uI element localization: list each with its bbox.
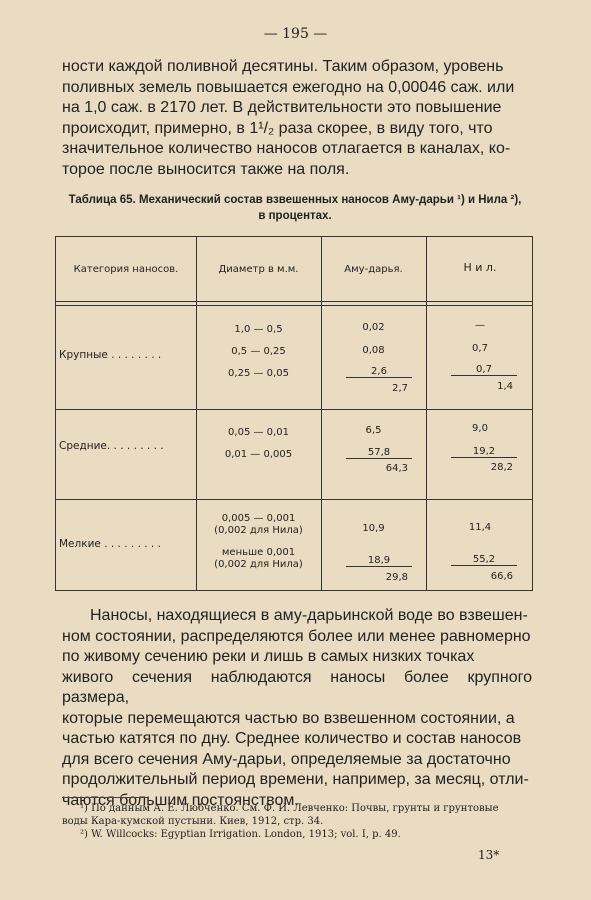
category-label: Средние. . . . . . . . . bbox=[59, 440, 164, 452]
text-line: продолжительный период времени, например, за месяц, отли- bbox=[62, 771, 529, 788]
amu-cell: 10,9 bbox=[362, 523, 385, 534]
nil-cell: 0,7 bbox=[451, 364, 517, 376]
text-line: ности каждой поливной десятины. Таким образом, уровень bbox=[62, 58, 504, 75]
row-divider bbox=[56, 409, 532, 410]
text-line: живого сечения наблюдаются наносы более крупного размера, bbox=[62, 668, 532, 706]
diameter-cell: 0,005 — 0,001 bbox=[221, 513, 296, 524]
amu-cell: 18,9 bbox=[346, 555, 412, 567]
caption-line: в процентах. bbox=[258, 210, 332, 222]
amu-total: 2,7 bbox=[392, 383, 408, 394]
nil-cell: 11,4 bbox=[468, 522, 492, 533]
caption-line: Таблица 65. Механический состав взвешенных наносов Аму-дарьи ¹) и Нила ²), bbox=[68, 194, 522, 206]
diameter-cell: 0,5 — 0,25 bbox=[231, 346, 286, 357]
header-amu: Аму-дарья. bbox=[344, 264, 403, 275]
footnote-line: ²) W. Willcocks: Egyptian Irrigation. London, 1913; vol. I, p. 49. bbox=[80, 829, 401, 840]
category-label: Крупные . . . . . . . . bbox=[59, 349, 162, 361]
text-line: которые перемещаются частью во взвешенном состоянии, а bbox=[62, 709, 515, 727]
page-number: — 195 — bbox=[263, 26, 328, 42]
amu-cell: 6,5 bbox=[365, 425, 382, 436]
paragraph-top bbox=[62, 57, 532, 180]
header-nil: Н и л. bbox=[463, 261, 497, 274]
text-line: значительное количество наносов отлагается в каналах, ко- bbox=[62, 140, 511, 157]
footnote-line: воды Кара-кумской пустыни. Киев, 1912, стр. 34. bbox=[62, 816, 324, 827]
text-line: частью катятся по дну. Среднее количество и состав наносов bbox=[62, 730, 522, 747]
text-line: для всего сечения Аму-дарьи, определяемые за достаточно bbox=[62, 750, 511, 768]
printer-signature: 13* bbox=[478, 848, 500, 862]
category-label: Мелкие . . . . . . . . . bbox=[59, 538, 161, 550]
amu-cell: 57,8 bbox=[346, 447, 412, 459]
amu-cell: 0,08 bbox=[362, 345, 385, 356]
text-line: происходит, примерно, в 1¹/₂ раза скорее, в виду того, что bbox=[62, 119, 493, 137]
row-divider bbox=[56, 499, 532, 500]
nil-total: 66,6 bbox=[490, 571, 513, 582]
text-line: Наносы, находящиеся в аму-дарьинской воде во взвешен- bbox=[90, 607, 528, 624]
amu-total: 29,8 bbox=[385, 572, 408, 583]
amu-total: 64,3 bbox=[385, 463, 408, 474]
header-category: Категория наносов. bbox=[73, 264, 179, 275]
column-divider bbox=[196, 237, 197, 590]
diameter-cell: 0,25 — 0,05 bbox=[228, 368, 289, 379]
footnote-rule bbox=[62, 797, 148, 798]
header-diameter: Диаметр в м.м. bbox=[218, 264, 299, 275]
footnote-1 bbox=[62, 802, 532, 828]
amu-cell: 0,02 bbox=[362, 322, 385, 333]
table-caption bbox=[56, 192, 534, 224]
diameter-cell: 0,05 — 0,01 bbox=[228, 427, 289, 438]
nil-cell: 9,0 bbox=[472, 423, 488, 434]
nil-cell: 55,2 bbox=[451, 554, 517, 566]
text-line: ном состоянии, распределяются более или менее равномерно bbox=[62, 627, 531, 645]
footnote-2 bbox=[62, 828, 532, 841]
text-line: чаются большим постоянством. bbox=[62, 791, 299, 809]
column-divider bbox=[426, 237, 427, 590]
amu-cell: 2,6 bbox=[346, 366, 412, 378]
diameter-cell: меньше 0,001 bbox=[221, 547, 296, 558]
diameter-cell: 0,01 — 0,005 bbox=[224, 449, 293, 460]
diameter-note: (0,002 для Нила) bbox=[214, 525, 303, 536]
nil-total: 28,2 bbox=[490, 462, 513, 473]
text-line: торое после выносится также на поля. bbox=[62, 160, 350, 178]
nil-cell: 19,2 bbox=[451, 446, 517, 458]
paragraph-bottom bbox=[62, 606, 532, 811]
text-line: поливных земель повышается ежегодно на 0,00046 саж. или bbox=[62, 78, 515, 96]
column-divider bbox=[321, 237, 322, 590]
nil-cell: — bbox=[475, 320, 485, 331]
sediment-table bbox=[55, 236, 533, 591]
nil-cell: 0,7 bbox=[472, 343, 488, 354]
nil-total: 1,4 bbox=[497, 381, 513, 392]
text-line: на 1,0 саж. в 2170 лет. В действительности это повышение bbox=[62, 99, 502, 116]
diameter-cell: 1,0 — 0,5 bbox=[234, 324, 283, 335]
diameter-note: (0,002 для Нила) bbox=[214, 559, 303, 570]
text-line: по живому сечению реки и лишь в самых низких точках bbox=[62, 648, 475, 665]
header-divider bbox=[56, 301, 532, 306]
footnote-line: ¹) По данным А. Е. Любченко. См. Ф. И. Левченко: Почвы, грунты и грунтовые bbox=[80, 803, 499, 814]
